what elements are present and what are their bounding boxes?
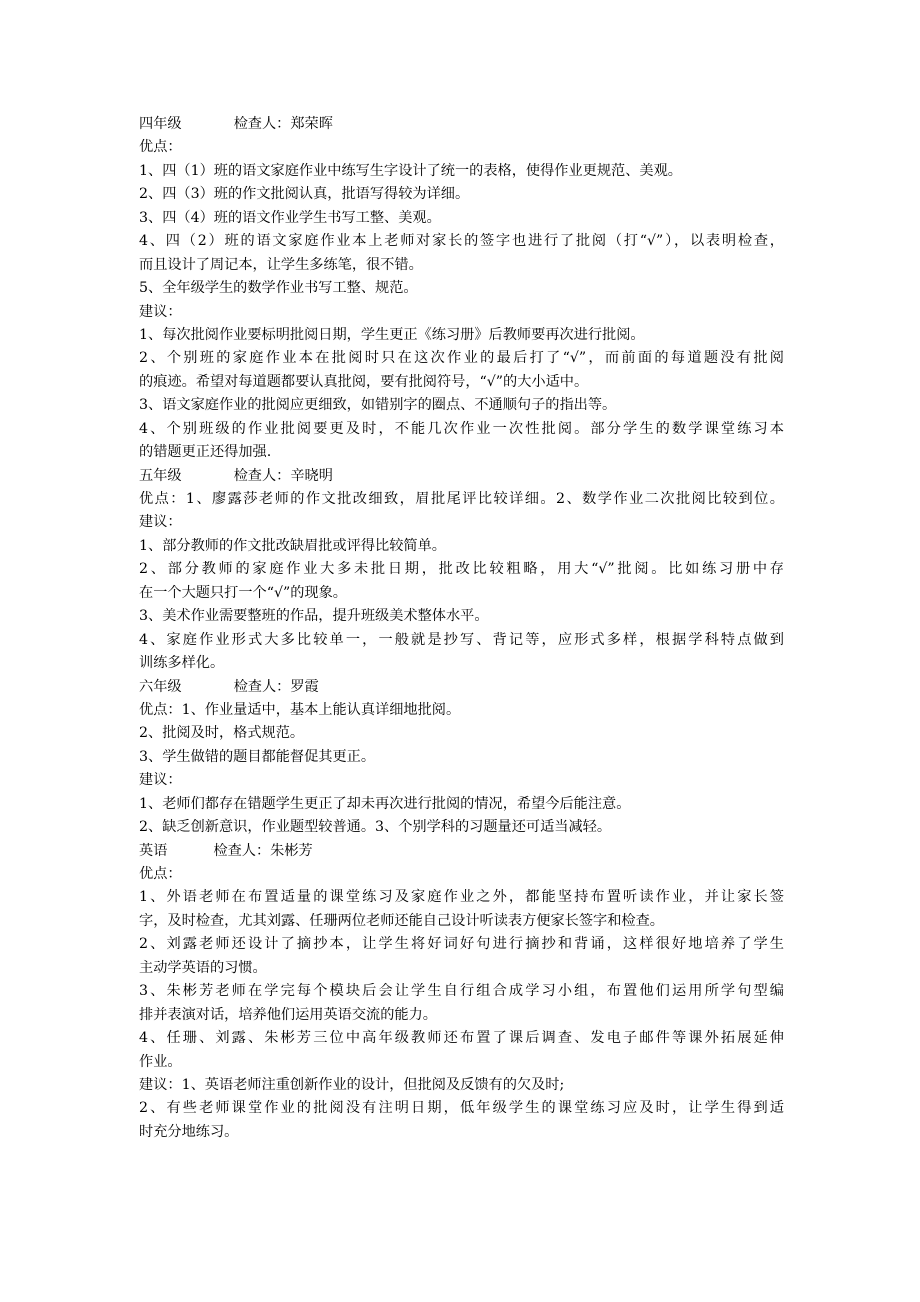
grade4-heading: 四年级 — [139, 116, 182, 132]
grade4-advice-1: 1、每次批阅作业要标明批阅日期，学生更正《练习册》后教师要再次进行批阅。 — [139, 326, 645, 343]
grade4-pros-1: 1、四（1）班的语文家庭作业中练写生字设计了统一的表格，使得作业更规范、美观。 — [139, 162, 682, 179]
english-pros-1b: 字，及时检查，尤其刘露、任珊两位老师还能自己设计听读表方便家长签字和检查。 — [139, 912, 664, 929]
grade5-advice-2a: 2、部分教师的家庭作业大多未批日期，批改比较粗略，用大“√”批阅。比如练习册中存 — [139, 561, 784, 578]
grade4-pros-3: 3、四（4）班的语文作业学生书写工整、美观。 — [139, 209, 441, 226]
grade6-advice-1: 1、老师们都存在错题学生更正了却未再次进行批阅的情况，希望今后能注意。 — [139, 795, 631, 812]
grade5-pros: 优点：1、廖露莎老师的作文批改细致，眉批尾评比较详细。2、数学作业二次批阅比较到位。 — [139, 491, 784, 507]
grade6-pros-1: 优点：1、作业量适中，基本上能认真详细地批阅。 — [139, 701, 461, 718]
grade5-advice-4a: 4、家庭作业形式大多比较单一，一般就是抄写、背记等，应形式多样，根据学科特点做到 — [139, 631, 784, 648]
grade5-checker: 检查人：辛晓明 — [233, 467, 333, 484]
grade5-advice-label: 建议： — [139, 514, 182, 531]
english-pros-3b: 排并表演对话，培养他们运用英语交流的能力。 — [139, 1006, 437, 1023]
grade5-header — [139, 465, 784, 488]
english-pros-label: 优点： — [139, 866, 182, 882]
grade5-advice-3: 3、美术作业需要整班的作品，提升班级美术整体水平。 — [139, 608, 489, 625]
english-pros-4a: 4、任珊、刘露、朱彬芳三位中高年级教师还布置了课后调查、发电子邮件等课外拓展延伸 — [139, 1030, 784, 1047]
grade4-advice-4b: 的错题更正还得加强. — [139, 444, 272, 461]
grade4-advice-3: 3、语文家庭作业的批阅应更细致，如错别字的圈点、不通顺句子的指出等。 — [139, 397, 617, 414]
grade6-heading: 六年级 — [139, 678, 182, 695]
grade6-header — [139, 676, 784, 699]
english-heading: 英语 — [139, 842, 168, 859]
document-page — [139, 113, 784, 1144]
english-pros-2a: 2、刘露老师还设计了摘抄本，让学生将好词好句进行摘抄和背诵，这样很好地培养了学生 — [139, 936, 784, 953]
grade4-pros-5: 5、全年级学生的数学作业书写工整、规范。 — [139, 280, 418, 297]
grade4-pros-2: 2、四（3）班的作文批阅认真，批语写得较为详细。 — [139, 186, 470, 203]
grade5-advice-1: 1、部分教师的作文批改缺眉批或评得比较简单。 — [139, 537, 446, 554]
grade4-pros-label: 优点： — [139, 139, 182, 156]
english-pros-4b: 作业。 — [139, 1053, 182, 1070]
grade6-advice-2: 2、缺乏创新意识，作业题型较普通。3、个别学科的习题量还可适当减轻。 — [139, 819, 612, 836]
english-advice-2a: 2、有些老师课堂作业的批阅没有注明日期，低年级学生的课堂练习应及时，让学生得到适 — [139, 1100, 784, 1117]
grade4-checker: 检查人：郑荣晖 — [233, 116, 333, 132]
english-checker: 检查人：朱彬芳 — [213, 842, 313, 859]
grade4-advice-label: 建议： — [139, 303, 182, 320]
english-advice-2b: 时充分地练习。 — [139, 1123, 239, 1140]
grade5-heading: 五年级 — [139, 467, 182, 484]
grade6-pros-3: 3、学生做错的题目都能督促其更正。 — [139, 748, 376, 765]
english-pros-3a: 3、朱彬芳老师在学完每个模块后会让学生自行组合成学习小组，布置他们运用所学句型编 — [139, 983, 784, 1000]
english-pros-1a: 1、外语老师在布置适量的课堂练习及家庭作业之外，都能坚持布置听读作业，并让家长签 — [139, 889, 784, 906]
english-header — [139, 840, 784, 863]
grade4-advice-2b: 的痕迹。希望对每道题都要认真批阅，要有批阅符号，“√”的大小适中。 — [139, 373, 589, 390]
grade5-advice-4b: 训练多样化。 — [139, 655, 225, 672]
grade6-advice-label: 建议： — [139, 772, 182, 789]
grade4-pros-4b: 而且设计了周记本，让学生多练笔，很不错。 — [139, 256, 423, 273]
grade6-checker: 检查人：罗霞 — [233, 678, 319, 695]
grade5-advice-2b: 在一个大题只打一个“√”的现象。 — [139, 584, 347, 601]
grade4-advice-2a: 2、个别班的家庭作业本在批阅时只在这次作业的最后打了“√”，而前面的每道题没有批阅 — [139, 350, 784, 367]
english-advice-1: 建议：1、英语老师注重创新作业的设计，但批阅及反馈有的欠及时; — [139, 1076, 565, 1093]
grade4-pros-4a: 4、四（2）班的语文家庭作业本上老师对家长的签字也进行了批阅（打“√”），以表明检查， — [139, 233, 784, 250]
grade4-header — [139, 113, 784, 136]
grade4-advice-4a: 4、个别班级的作业批阅要更及时，不能几次作业一次性批阅。部分学生的数学课堂练习本 — [139, 420, 784, 437]
english-pros-2b: 主动学英语的习惯。 — [139, 959, 267, 976]
grade6-pros-2: 2、批阅及时，格式规范。 — [139, 725, 305, 742]
